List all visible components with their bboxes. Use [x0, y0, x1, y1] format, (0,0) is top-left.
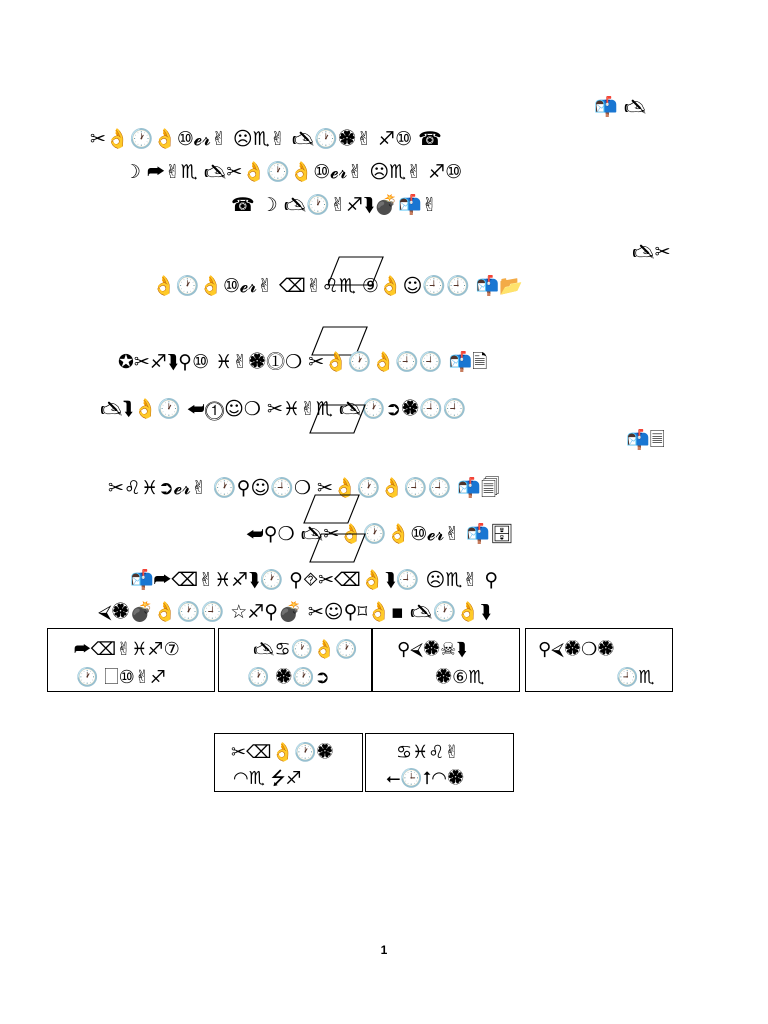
cell-text-top: ⚲⮘🏶☠⮯: [397, 639, 467, 660]
cell-text-bottom: 🕘♏: [616, 667, 655, 688]
cell-text-top: 🖎♋🕐👌🕐: [253, 639, 358, 660]
table-cell: [372, 628, 520, 692]
text-line-10: ✂♌♓➲𝓮𝓻✌ 🕐⚲☺🕘❍ ✂👌🕐👌🕘🕘 📬🗐: [108, 477, 500, 499]
text-line-4: ☎ ☽ 🖎🕐✌♐⮯💣📬✌: [231, 194, 438, 216]
text-line-12: 📬⮫⌫✌♓♐⮯🕐 ⚲⯑✂⌫👌⮯🕘 ☹♏✌ ⚲: [130, 569, 499, 591]
cell-text-bottom: 🏶⑥♏: [435, 667, 485, 688]
text-line-11: ⮨⚲❍ 🖎✂👌🕐👌⑩𝓮𝓻✌ 📬🗄: [246, 523, 515, 545]
table-cell: [214, 733, 363, 792]
text-line-7: ✪✂♐⮯⚲⑩ ♓✌🏶⓵❍ ✂👌🕐👌🕘🕘 📬🗎: [118, 351, 488, 373]
text-line-3: ☽ ⮫✌♏ 🖎✂👌🕐👌⑩𝓮𝓻✌ ☹♏✌ ♐⑩: [124, 161, 463, 183]
parallelogram-shape: [304, 494, 360, 524]
text-line-13: ⮘🏶💣👌🕐🕘 ☆♐⚲💣 ✂☺⚲⌑👌▪ 🖎🕐👌⮯: [98, 601, 492, 623]
cell-text-bottom: ◠♏ ⭍♐: [233, 768, 302, 789]
page-number: 1: [380, 943, 388, 957]
text-line-9: 📬🗏: [626, 429, 665, 451]
parallelogram-shape: [328, 256, 384, 286]
text-line-2: ✂👌🕐👌⑩𝓮𝓻✌ ☹♏✌ 🖎🕐🏶✌ ♐⑩ ☎: [90, 128, 442, 150]
table-cell: [365, 733, 514, 792]
table-cell: [218, 628, 372, 692]
cell-text-top: ⮫⌫✌♓♐⑦: [74, 639, 180, 660]
text-line-1: 📬 🖎: [594, 96, 647, 118]
text-line-6: 👌🕐👌⑩𝓮𝓻✌ ⌫✌♌♏ ⑨👌☺🕘🕘 📬📂: [152, 275, 524, 297]
text-line-5: 🖎✂: [632, 241, 671, 263]
text-line-8: 🖎⮯👌🕐 ⮨⓵☺❍ ✂♓✌♏ 🖎🕐➲🏶🕘🕘: [100, 398, 467, 420]
table-cell: [47, 628, 215, 692]
cell-text-bottom: 🕐 🗌⑩✌♐: [76, 667, 166, 688]
cell-text-bottom: 🕐 🏶🕐➲: [247, 667, 330, 688]
table-cell: [525, 628, 673, 692]
parallelogram-shape: [310, 404, 366, 434]
parallelogram-shape: [310, 533, 366, 563]
cell-text-bottom: ⭠🕒⭡◠🏶: [386, 768, 465, 789]
cell-text-top: ⚲⮘🏶❍🏶: [538, 639, 615, 660]
cell-text-top: ✂⌫👌🕐🏶: [231, 742, 334, 763]
cell-text-top: ♋♓♌✌: [396, 742, 460, 763]
